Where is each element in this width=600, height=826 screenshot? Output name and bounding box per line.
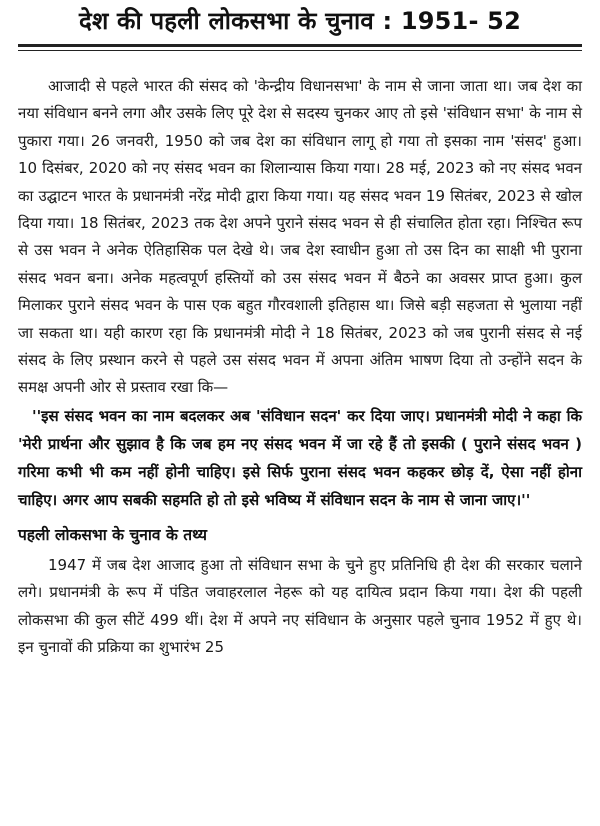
paragraph-facts: 1947 में जब देश आजाद हुआ तो संविधान सभा के चुने हुए प्रतिनिधि ही देश की सरकार चलाने लगे। प्रधानमंत्री के रूप में पंडित जवाहरलाल नेहरू को यह दायित्व प्रदान किया गया। देश की पहली लोकसभा की कुल सीटें 499 थीं। देश में अपने नए संविधान के अनुसार पहले चुनाव 1952 में हुए थे। इन चुनावों की प्रक्रिया का शुभारंभ 25: [18, 555, 582, 657]
title-rule-thick: [18, 44, 582, 47]
quote-block: ''इस संसद भवन का नाम बदलकर अब 'संविधान सदन' कर दिया जाए। प्रधानमंत्री मोदी ने कहा कि 'मेरी प्रार्थना और सुझाव है कि जब हम नए संसद भवन में जा रहे हैं तो इसकी ( पुराने संसद भवन ) गरिमा कभी भी कम नहीं होनी चाहिए। इसे सिर्फ पुराना संसद भवन कहकर छोड़ दें, ऐसा नहीं होना चाहिए। अगर आप सबकी सहमति हो तो इसे भविष्य में संविधान सदन के नाम से जाना जाए।'': [18, 406, 582, 509]
section-heading: पहली लोकसभा के चुनाव के तथ्य: [18, 525, 208, 544]
title-rule-thin: [18, 50, 582, 51]
paragraph-intro: आजादी से पहले भारत की संसद को 'केन्द्रीय विधानसभा' के नाम से जाना जाता था। जब देश का नया संविधान बनने लगा और उसके लिए पूरे देश से सदस्य चुनकर आए तो इसे 'संविधान सभा' के नाम से पुकारा गया। 26 जनवरी, 1950 को जब देश का संविधान लागू हो गया तो इसका नाम 'संसद' हुआ। 10 दिसंबर, 2020 को नए संसद भवन का शिलान्यास किया गया। 28 मई, 2023 को नए संसद भवन का उद्घाटन भारत के प्रधानमंत्री नरेंद्र मोदी द्वारा किया गया। यह संसद भवन 19 सितंबर, 2023 से खोल दिया गया। 18 सितंबर, 2023 तक देश अपने पुराने संसद भवन से ही संचालित होता रहा। निश्चित रूप से उस भवन ने अनेक ऐतिहासिक पल देखे थे। जब देश स्वाधीन हुआ तो उस दिन का साक्षी भी पुराना संसद भवन बना। अनेक महत्वपूर्ण हस्तियों को उस संसद भवन में बैठने का अवसर प्राप्त हुआ। कुल मिलाकर पुराने संसद भवन के पास एक बहुत गौरवशाली इतिहास था। जिसे बड़ी सहजता से भुलाया नहीं जा सकता था। यही कारण रहा कि प्रधानमंत्री मोदी ने 18 सितंबर, 2023 को जब पुरानी संसद से नई संसद के लिए प्रस्थान करने से पहले उस संसद भवन में अपना अंतिम भाषण दिया तो उन्होंने सदन के समक्ष अपनी ओर से प्रस्ताव रखा कि—: [18, 77, 582, 397]
article-body: [18, 73, 582, 662]
page-title: देश की पहली लोकसभा के चुनाव : 1951- 52: [79, 7, 521, 35]
